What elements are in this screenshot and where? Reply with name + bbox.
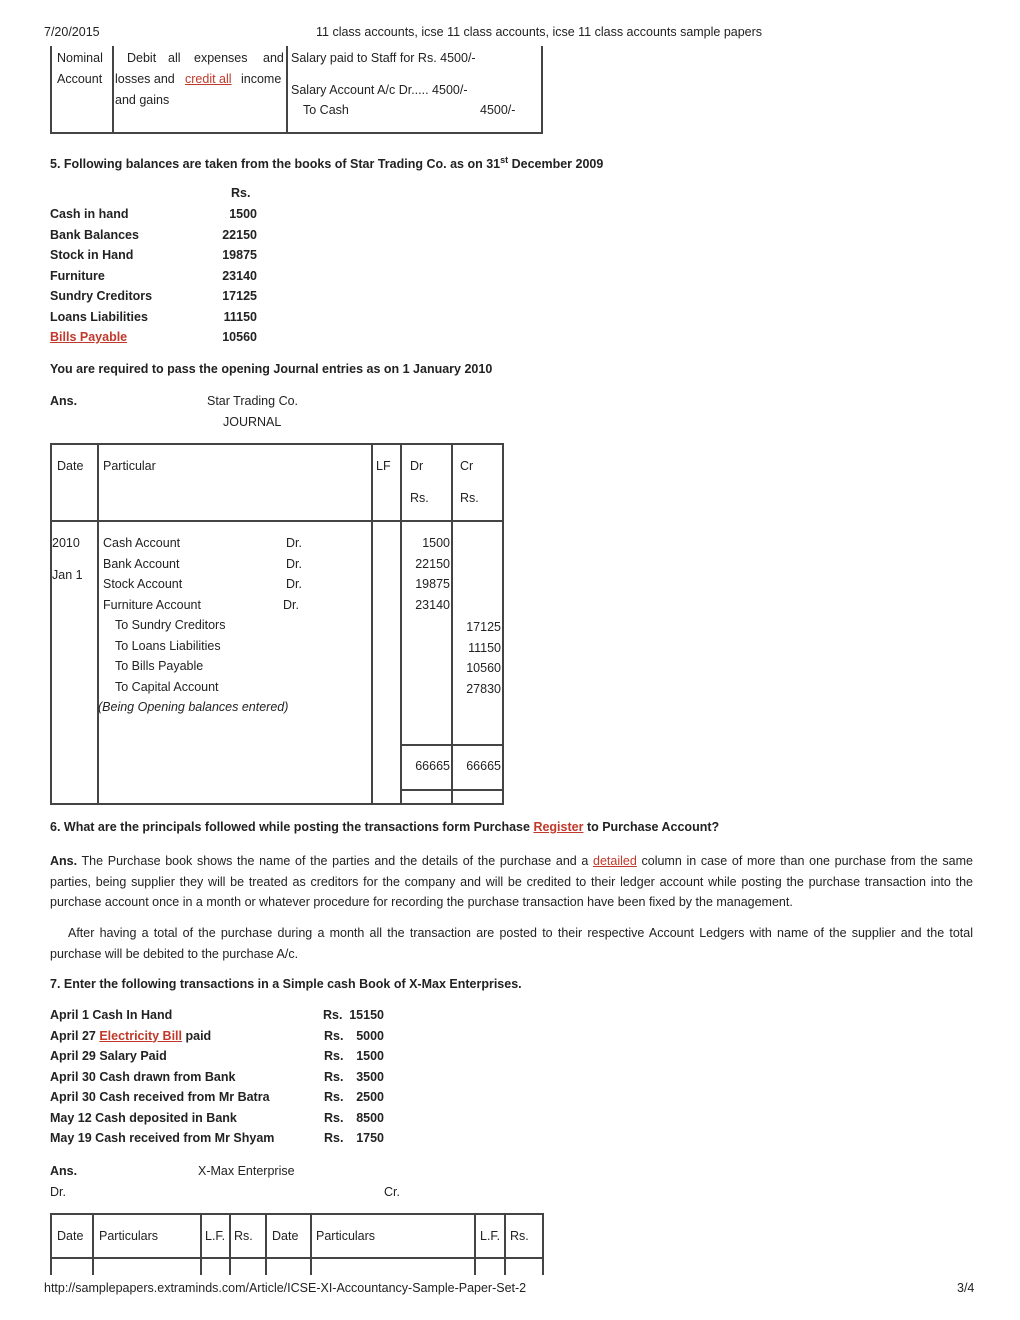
account-type-label-2: Account (57, 72, 103, 86)
credit-account: To Loans Liabilities (115, 638, 221, 653)
credit-amount: 27830 (466, 681, 501, 696)
balance-value: 19875 (222, 248, 257, 262)
entry-year: 2010 (52, 536, 80, 550)
rs-label: Rs. (324, 1069, 344, 1084)
rs-column-header: Rs. (231, 186, 251, 200)
header-date: Date (57, 459, 84, 473)
cash-book-header: Rs. (234, 1229, 253, 1243)
example-entry: To Cash (303, 103, 349, 117)
transaction-text: April 30 Cash received from Mr Batra (50, 1090, 270, 1104)
credit-all-link[interactable]: credit all (185, 72, 232, 86)
debit-amount: 22150 (415, 556, 450, 571)
transaction-amount: 2500 (356, 1090, 384, 1104)
answer-6-paragraph-1 (50, 851, 973, 913)
credit-account: To Bills Payable (115, 659, 204, 673)
credit-amount: 11150 (468, 640, 501, 655)
balance-label: Sundry Creditors (50, 289, 153, 303)
rs-label: Rs. (323, 1008, 343, 1022)
transaction-amount: 5000 (356, 1028, 384, 1043)
transaction-text: April 27 (50, 1028, 100, 1043)
balance-label: Stock in Hand (50, 248, 134, 262)
balance-label: Loans Liabilities (50, 309, 148, 324)
transaction-text: May 12 Cash deposited in Bank (50, 1110, 237, 1125)
page-title: 11 class accounts, icse 11 class accounts, icse 11 class accounts sample papers (316, 25, 763, 39)
debit-account: Bank Account (103, 556, 180, 571)
question-5-instruction: You are required to pass the opening Journal entries as on 1 January 2010 (50, 362, 493, 376)
journal-title: JOURNAL (223, 415, 282, 429)
transaction-amount: 15150 (349, 1008, 384, 1022)
transaction-description (50, 1111, 237, 1125)
header-dr: Dr (410, 459, 424, 473)
detailed-link[interactable]: detailed (593, 854, 637, 868)
transaction-text: paid (182, 1028, 212, 1043)
question-5-heading (50, 155, 603, 171)
balance-value: 22150 (222, 227, 257, 242)
page-number: 3/4 (957, 1281, 975, 1295)
print-date: 7/20/2015 (44, 25, 100, 39)
answer-label: Ans. (50, 854, 78, 868)
paragraph-text: The Purchase book shows the name of the parties and the details of the purchase and a (77, 854, 594, 868)
rs-label: Rs. (324, 1028, 344, 1043)
example-text: Salary paid to Staff for Rs. 4500/- (291, 51, 476, 65)
company-name: X-Max Enterprise (198, 1164, 295, 1178)
company-name: Star Trading Co. (207, 394, 299, 408)
balance-value: 11150 (223, 309, 257, 324)
dr-marker: Dr. (286, 577, 302, 591)
balance-value: 10560 (222, 330, 257, 344)
electricity-bill-link[interactable]: Electricity Bill (99, 1028, 183, 1043)
transaction-amount: 1500 (356, 1049, 384, 1063)
rule-text: expenses (194, 51, 248, 65)
transaction-description (50, 1090, 270, 1104)
balance-value: 17125 (222, 289, 257, 303)
heading-text: 6. What are the principals followed while posting the transactions form Purchase (50, 820, 534, 834)
credit-account: To Capital Account (115, 679, 219, 694)
transaction-text: May 19 Cash received from Mr Shyam (50, 1131, 275, 1145)
transaction-amount: 1750 (356, 1131, 384, 1145)
credit-amount: 17125 (466, 620, 501, 634)
debit-amount: 19875 (415, 577, 450, 591)
transaction-amount: 3500 (356, 1069, 384, 1084)
answer-label: Ans. (50, 1164, 78, 1178)
dr-label: Dr. (50, 1185, 66, 1199)
cash-book-header: Date (272, 1229, 299, 1243)
dr-marker: Dr. (286, 536, 302, 550)
balance-value: 1500 (229, 207, 257, 221)
heading-text: 5. Following balances are taken from the books of Star Trading Co. as on 31 (50, 157, 501, 172)
page-url: http://samplepapers.extraminds.com/Article/ICSE-XI-Accountancy-Sample-Paper-Set-2 (44, 1281, 527, 1295)
transaction-text: April 30 Cash drawn from Bank (50, 1069, 236, 1084)
transaction-description (50, 1008, 172, 1022)
transaction-text: April 1 Cash In Hand (50, 1008, 173, 1022)
rs-label: Rs. (324, 1090, 344, 1104)
account-type-label: Nominal (57, 51, 103, 65)
transaction-description (50, 1070, 235, 1084)
question-6-heading (50, 820, 719, 834)
example-entry: Salary Account A/c Dr..... 4500/- (291, 83, 468, 97)
rule-text: Debit (127, 51, 157, 65)
balance-label: Furniture (50, 268, 105, 283)
rs-label: Rs. (324, 1110, 344, 1125)
balance-label: Bank Balances (50, 227, 139, 242)
entry-day: Jan 1 (52, 568, 83, 582)
debit-account: Cash Account (103, 536, 181, 550)
cash-book-header: L.F. (205, 1229, 226, 1243)
balance-label: Cash in hand (50, 207, 129, 221)
rs-label: Rs. (324, 1131, 344, 1145)
register-link[interactable]: Register (533, 820, 584, 834)
header-cr-rs: Rs. (460, 491, 479, 505)
debit-account: Stock Account (103, 577, 183, 591)
credit-account: To Sundry Creditors (115, 618, 226, 632)
cash-book-header: Date (57, 1229, 84, 1243)
debit-account: Furniture Account (103, 597, 201, 612)
heading-text: to Purchase Account? (583, 820, 720, 834)
transaction-text: April 29 Salary Paid (50, 1049, 167, 1063)
debit-amount: 23140 (415, 597, 450, 612)
dr-marker: Dr. (286, 556, 302, 571)
credit-amount: 10560 (466, 661, 501, 675)
bills-payable-link[interactable]: Bills Payable (50, 330, 128, 344)
header-cr: Cr (460, 459, 474, 473)
rule-text: losses and (115, 72, 175, 86)
balance-value: 23140 (222, 268, 257, 283)
answer-6-paragraph-2: After having a total of the purchase during a month all the transaction are posted to their respective Account Ledgers with name of the supplier and the total purchase will be debited to the purchase A/c. (50, 926, 973, 961)
transaction-description (50, 1029, 211, 1043)
cash-book-header: Particulars (99, 1229, 159, 1243)
question-7-heading: 7. Enter the following transactions in a Simple cash Book of X-Max Enterprises. (50, 977, 522, 991)
total-cr: 66665 (466, 759, 501, 773)
header-particular: Particular (103, 459, 156, 473)
cash-book-header: Rs. (510, 1229, 529, 1243)
heading-sup: st (500, 155, 509, 165)
debit-amount: 1500 (422, 536, 450, 550)
narration: (Being Opening balances entered) (98, 700, 289, 714)
transaction-amount: 8500 (356, 1110, 384, 1125)
rule-text: income (241, 72, 282, 86)
example-amount: 4500/- (480, 103, 516, 117)
total-dr: 66665 (415, 759, 450, 773)
cr-label: Cr. (384, 1185, 400, 1199)
paragraph-text: column in case of more than one purchase from the same parties, being supplier they will be treated as creditors for the company and will be credited to their ledger account while posting the purchase transaction into the purchase account once in a month or whatever procedure for recording the purchase transaction have been fixed by the management. (50, 854, 973, 909)
answer-label: Ans. (50, 394, 78, 408)
rule-text: all (168, 51, 181, 65)
dr-marker: Dr. (283, 597, 299, 612)
cash-book-header: Particulars (316, 1229, 376, 1243)
cash-book-header: L.F. (480, 1229, 501, 1243)
heading-text: December 2009 (508, 157, 604, 172)
rs-label: Rs. (324, 1049, 344, 1063)
header-dr-rs: Rs. (410, 491, 429, 505)
rule-text: and gains (115, 93, 170, 107)
rule-text: and (263, 51, 284, 65)
header-lf: LF (376, 459, 391, 473)
transaction-description (50, 1131, 274, 1145)
transaction-description (50, 1049, 167, 1063)
